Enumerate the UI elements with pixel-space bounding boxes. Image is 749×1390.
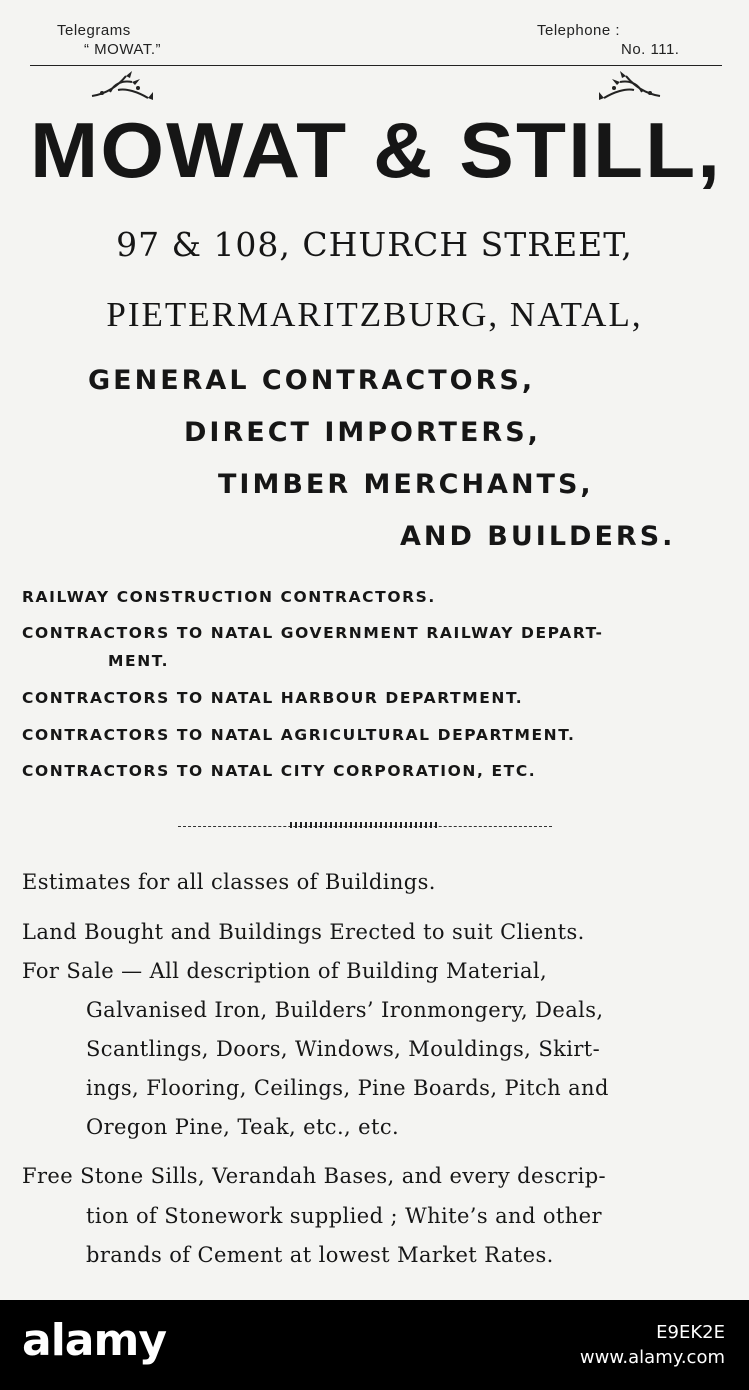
body-estimates: Estimates for all classes of Buildings. <box>22 870 436 894</box>
contract-agricultural: CONTRACTORS TO NATAL AGRICULTURAL DEPARTMENT. <box>22 726 576 744</box>
role-direct-importers: DIRECT IMPORTERS, <box>184 417 541 448</box>
body-for-sale-line5: Oregon Pine, Teak, etc., etc. <box>86 1115 400 1139</box>
contract-city-corporation: CONTRACTORS TO NATAL CITY CORPORATION, ETC. <box>22 762 537 780</box>
company-name: MOWAT & STILL, <box>30 106 723 194</box>
contract-government-railway-cont: MENT. <box>108 652 170 670</box>
telephone-label: Telephone : <box>537 22 621 39</box>
contract-railway-construction: RAILWAY CONSTRUCTION CONTRACTORS. <box>22 588 436 606</box>
body-land-bought: Land Bought and Buildings Erected to suit Clients. <box>22 920 585 944</box>
body-free-stone: Free Stone Sills, Verandah Bases, and every descrip- <box>22 1164 607 1188</box>
body-for-sale-line2: Galvanised Iron, Builders’ Ironmongery, Deals, <box>86 998 604 1022</box>
right-ornament-icon <box>596 68 664 102</box>
section-divider-ornament <box>290 822 440 828</box>
body-free-stone-line2: tion of Stonework supplied ; White’s and other <box>86 1204 602 1228</box>
role-general-contractors: GENERAL CONTRACTORS, <box>88 365 536 396</box>
image-reference: E9EK2E <box>656 1322 725 1343</box>
city-line: PIETERMARITZBURG, NATAL, <box>106 295 643 334</box>
body-free-stone-line3: brands of Cement at lowest Market Rates. <box>86 1243 554 1267</box>
telephone-value: No. 111. <box>621 41 680 58</box>
body-for-sale-line3: Scantlings, Doors, Windows, Mouldings, Skirt- <box>86 1037 601 1061</box>
alamy-logo: alamy <box>22 1315 166 1366</box>
body-for-sale: For Sale — All description of Building Material, <box>22 959 548 983</box>
header-rule <box>30 65 722 66</box>
body-for-sale-line4: ings, Flooring, Ceilings, Pine Boards, Pitch and <box>86 1076 609 1100</box>
telegrams-label: Telegrams <box>57 22 131 39</box>
role-timber-merchants: TIMBER MERCHANTS, <box>218 469 594 500</box>
telegrams-value: “ MOWAT.” <box>84 41 161 58</box>
street-address: 97 & 108, CHURCH STREET, <box>116 225 633 264</box>
role-builders: AND BUILDERS. <box>400 521 676 552</box>
left-ornament-icon <box>88 68 156 102</box>
contract-government-railway: CONTRACTORS TO NATAL GOVERNMENT RAILWAY DEPART- <box>22 624 604 642</box>
contract-harbour: CONTRACTORS TO NATAL HARBOUR DEPARTMENT. <box>22 689 524 707</box>
site-url: www.alamy.com <box>579 1347 725 1368</box>
